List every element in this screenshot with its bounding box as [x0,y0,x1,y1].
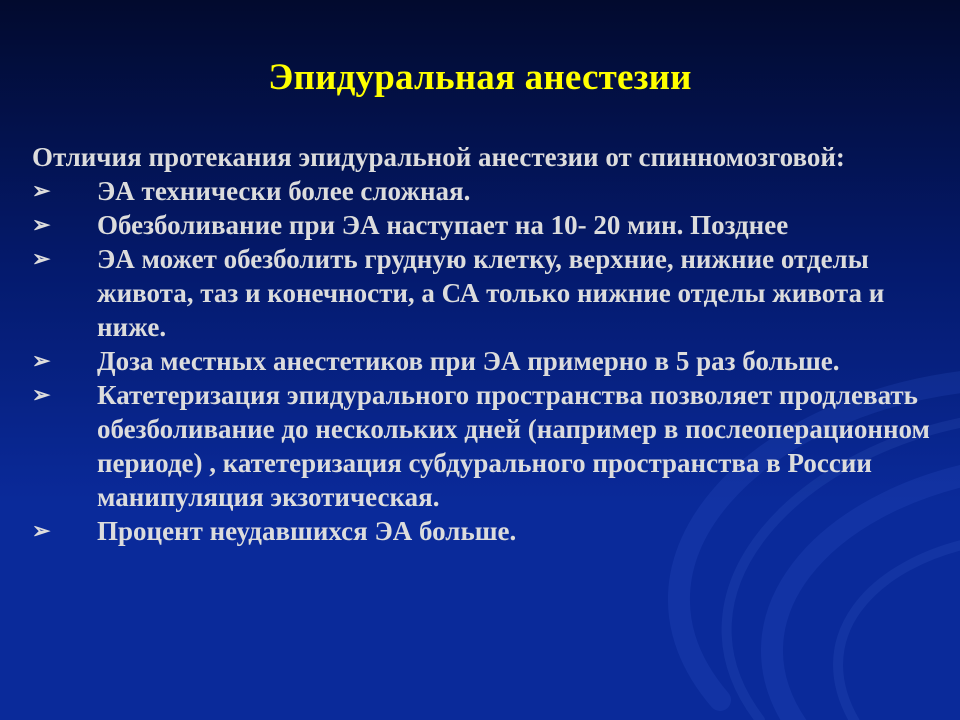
bullet-text: Процент неудавшихся ЭА больше. [97,516,517,546]
bullet-text: Доза местных анестетиков при ЭА примерно в 5 раз больше. [97,346,840,376]
bullet-text: Катетеризация эпидурального пространства позволяет продлевать обезболивание до нескольких дней (например в послеоперационном периоде) , катетеризация субдурального пространства в России манипуляция экзотическая. [97,380,930,512]
bullet-item [32,378,952,514]
bullet-text: ЭА может обезболить грудную клетку, верхние, нижние отделы живота, таз и конечности, а СА только нижние отделы живота и ниже. [97,244,885,342]
bullet-item [32,208,952,242]
arrow-bullet-icon: ➢ [32,518,51,543]
bullet-item [32,514,952,548]
bullet-item [32,174,952,208]
arrow-bullet-icon: ➢ [32,212,51,237]
slide-title: Эпидуральная анестезии [268,57,692,98]
intro-text: Отличия протекания эпидуральной анестезии от спинномозговой: [32,142,845,172]
arrow-bullet-icon: ➢ [32,178,51,203]
arrow-bullet-icon: ➢ [32,246,51,271]
slide-content [32,140,952,548]
arrow-bullet-icon: ➢ [32,382,51,407]
bullet-text: ЭА технически более сложная. [97,176,471,206]
arrow-bullet-icon: ➢ [32,348,51,373]
bullet-item [32,242,952,344]
bullet-item [32,344,952,378]
bullet-text: Обезболивание при ЭА наступает на 10- 20 мин. Позднее [97,210,789,240]
